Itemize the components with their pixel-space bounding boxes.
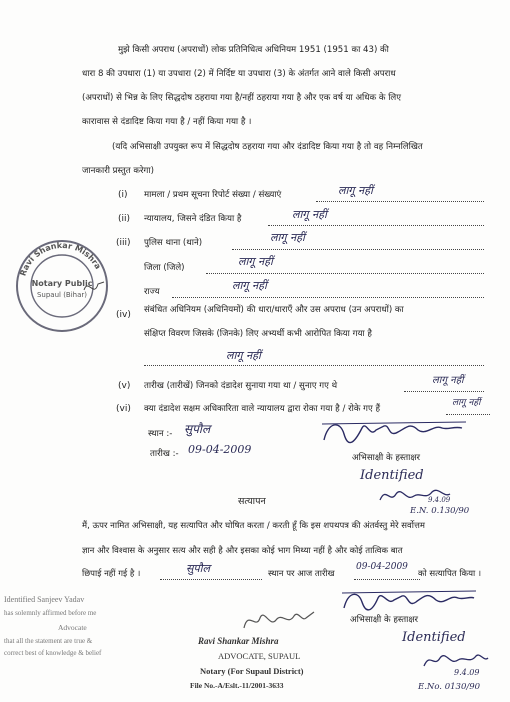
deponent-signature-1	[318, 416, 468, 450]
item-vi-dotted-line	[446, 414, 490, 415]
item-ii-text: न्यायालय, जिसने दंडित किया है	[144, 214, 242, 224]
para1-line4: कारावास से दंडादिष्ट किया गया है / नहीं किया गया है ।	[82, 117, 252, 127]
place-handwritten: सुपौल	[184, 422, 211, 436]
item-iii-handwritten: लागू नहीं	[270, 231, 305, 244]
seal-center-line1: Notary Public	[31, 279, 93, 288]
enrollment-number-1: E.N. 0.130/90	[410, 506, 470, 516]
item-iii-number: (iii)	[116, 238, 131, 248]
item-iii-dotted-line	[232, 249, 484, 250]
left-stamp-line4: that all the statement are true &	[4, 637, 93, 645]
item-v-text: तारीख (तारीखें) जिनको दंडादेश सुनाया गया था / सुनाए गए थे	[144, 381, 338, 391]
para1-line2: धारा 8 की उपधारा (1) या उपधारा (2) में निर्दिष्ट या उपधारा (3) के अंतर्गत आने वाले किसी अपराध	[82, 69, 396, 79]
verification-date-handwritten: 09-04-2009	[356, 562, 408, 572]
item-vi-handwritten: लागू नहीं	[452, 398, 481, 408]
left-stamp-line2: has solemnly affirmed before me	[4, 609, 97, 617]
item-v-dotted-line	[404, 391, 484, 392]
district-handwritten: लागू नहीं	[238, 255, 273, 268]
item-iv-line2: संक्षिप्त विवरण जिसके (जिनके) लिए अभ्यर्थी कभी आरोपित किया गया है	[144, 329, 372, 339]
district-dotted-line	[206, 273, 484, 274]
state-text: राज्य	[144, 287, 160, 297]
left-stamp-line3: Advocate	[58, 623, 87, 632]
deponent-label-1: अभिसाक्षी के हस्ताक्षर	[352, 453, 421, 463]
notary-seal	[14, 238, 110, 334]
identified-annotation-1: Identified	[360, 468, 424, 483]
place-label: स्थान :-	[148, 429, 173, 439]
date-mark-1: 9.4.09	[428, 496, 451, 504]
verification-place-dotted-line	[160, 579, 262, 580]
item-v-handwritten: लागू नहीं	[432, 375, 464, 386]
item-iii-text: पुलिस थाना (थाने)	[144, 238, 203, 248]
left-stamp-line1: Identified Sanjeev Yadav	[4, 595, 85, 604]
item-vi-number: (vi)	[116, 404, 131, 414]
item-ii-dotted-line	[268, 225, 484, 226]
para2-line1: (यदि अभिसाक्षी उपयुक्त रूप में सिद्धदोष ठहराया गया और दंडादिष्ट किया गया है तो वह निम्नलिखित	[112, 142, 423, 152]
date-handwritten: 09-04-2009	[188, 443, 252, 456]
verification-line3-part3: को सत्यापित किया ।	[418, 569, 482, 579]
notary-signature	[240, 606, 318, 636]
enrollment-number-2: E.No. 0130/90	[418, 682, 481, 692]
item-vi-text: क्या दंडादेश सक्षम अधिकारिता वाले न्यायालय द्वारा रोका गया है / रोके गए हैं	[144, 404, 381, 414]
notary-stamp-name: Ravi Shankar Mishra	[198, 636, 279, 646]
item-iv-number: (iv)	[116, 310, 131, 320]
verification-line2: ज्ञान और विश्वास के अनुसार सत्य और सही है और इसका कोई भाग मिथ्या नहीं है और कोई तात्विक बात	[82, 546, 403, 556]
deponent-label-2: अभिसाक्षी के हस्ताक्षर	[350, 615, 419, 625]
item-iv-handwritten: लागू नहीं	[226, 349, 261, 362]
date-mark-2: 9.4.09	[454, 668, 480, 677]
item-i-dotted-line	[316, 201, 484, 202]
left-stamp-line5: correct best of knowledge & belief	[4, 649, 102, 657]
notary-stamp-role: Notary (For Supaul District)	[200, 666, 304, 676]
item-iv-dotted-line	[144, 365, 484, 366]
date-label: तारीख :-	[150, 449, 179, 459]
seal-center-line2: Supaul (Bihar)	[36, 291, 88, 299]
verification-date-dotted-line	[354, 579, 420, 580]
verification-line3-part2: स्थान पर आज तारीख	[268, 569, 335, 579]
verification-line3-part1: छिपाई नहीं गई है ।	[82, 569, 141, 579]
notary-stamp-file: File No.-A/Eslt.-11/2001-3633	[190, 681, 284, 690]
deponent-signature-2	[338, 586, 478, 616]
verification-line1: मैं, ऊपर नामित अभिसाक्षी, यह सत्यापित और घोषित करता / करती हूँ कि इस शपथपत्र की अंतर्वस्तु मेरे सर्वोत्तम	[82, 521, 425, 531]
para1-line3: (अपराधों) से भिन्न के लिए सिद्धदोष ठहराया गया है/नहीं ठहराया गया है और एक वर्ष या अधिक के लिए	[82, 93, 402, 103]
verification-place-handwritten: सुपौल	[186, 562, 210, 575]
item-i-text: मामला / प्रथम सूचना रिपोर्ट संख्या / संख्याएं	[144, 190, 282, 200]
verification-heading: सत्यापन	[238, 496, 266, 507]
item-ii-number: (ii)	[118, 214, 131, 224]
item-v-number: (v)	[118, 381, 131, 391]
para1-line1: मुझे किसी अपराध (अपराधों) लोक प्रतिनिधित्व अधिनियम 1951 (1951 का 43) की	[118, 45, 389, 55]
identified-annotation-2: Identified	[402, 630, 466, 645]
item-i-number: (i)	[118, 190, 128, 200]
para2-line2: जानकारी प्रस्तुत करेगा)	[82, 166, 154, 176]
item-iv-line1: संबंधित अधिनियम (अधिनियमों) की धारा/धाराएँ और उस अपराध (उन अपराधों) का	[144, 305, 404, 315]
state-handwritten: लागू नहीं	[232, 279, 267, 292]
item-ii-handwritten: लागू नहीं	[292, 208, 327, 221]
seal-ring-text: Ravi Shankar Mishra	[18, 240, 103, 278]
state-dotted-line	[172, 297, 484, 298]
item-i-handwritten: लागू नहीं	[338, 184, 373, 197]
notary-stamp-title: ADVOCATE, SUPAUL	[218, 651, 301, 661]
district-text: जिला (जिले)	[144, 263, 185, 273]
